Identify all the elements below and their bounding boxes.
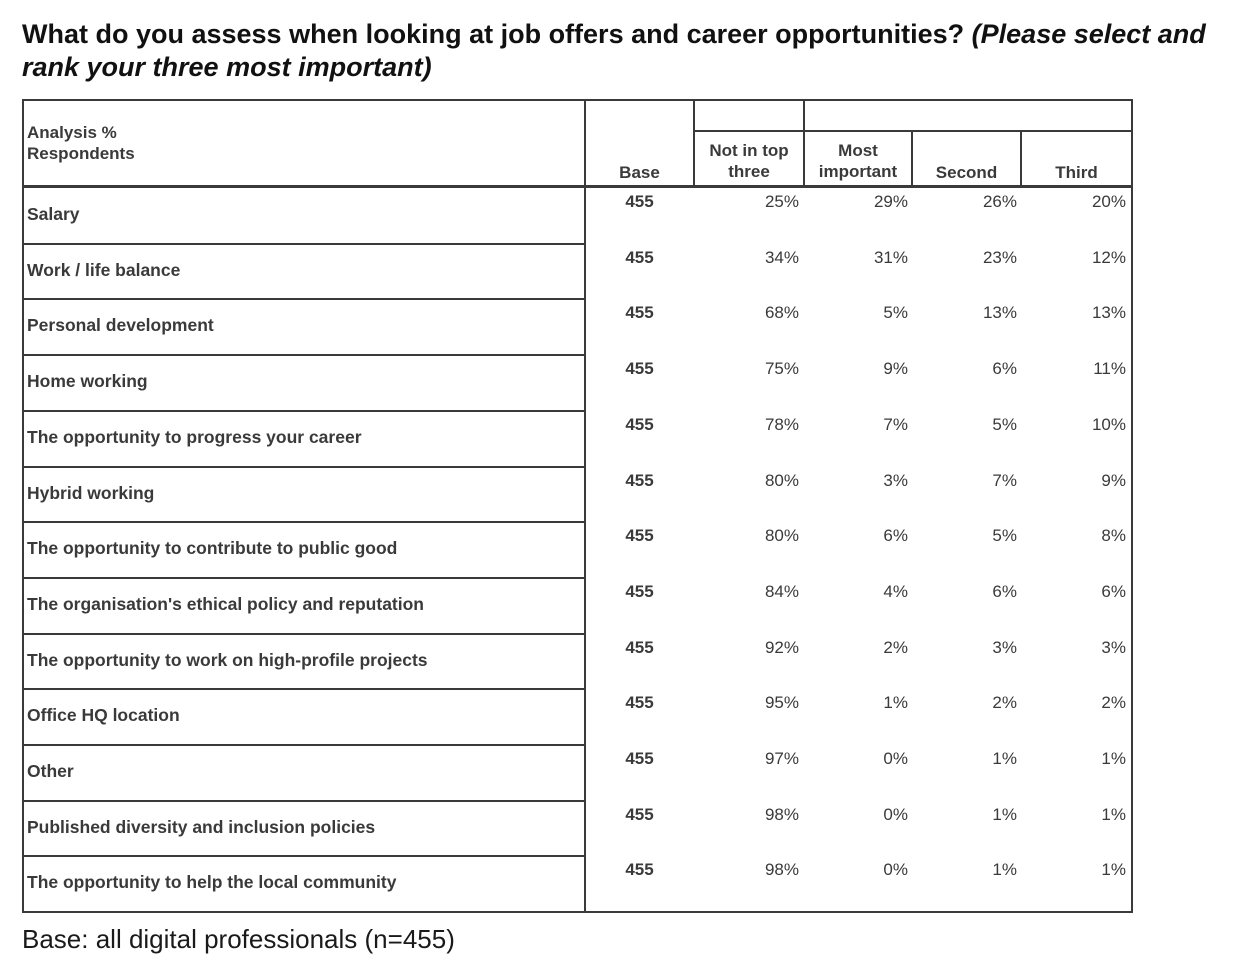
row-divider [22, 298, 586, 300]
column-header-base: Base [619, 163, 660, 182]
cell-base: 455 [625, 749, 654, 768]
column-header-line: Not in top [709, 141, 789, 160]
cell-third: 1% [1101, 804, 1126, 824]
row-label: The opportunity to progress your career [27, 426, 362, 447]
cell-most-important: 31% [873, 247, 908, 267]
column-header-line: important [818, 162, 898, 181]
cell-second: 3% [992, 637, 1017, 657]
row-label: Hybrid working [27, 482, 155, 503]
column-header-line: three [728, 162, 770, 181]
cell-base: 455 [625, 192, 654, 211]
row-label: The opportunity to help the local community [27, 872, 397, 893]
cell-base: 455 [625, 470, 654, 490]
row-divider [22, 800, 586, 802]
cell-not-in-top-three: 95% [764, 693, 799, 713]
cell-base: 455 [625, 693, 654, 713]
cell-most-important: 0% [883, 749, 908, 768]
column-header-third: Third [1055, 163, 1098, 182]
cell-most-important: 5% [883, 303, 908, 323]
cell-not-in-top-three: 78% [764, 414, 799, 434]
cell-second: 7% [992, 470, 1017, 490]
cell-third: 9% [1101, 470, 1126, 490]
cell-second: 1% [992, 749, 1017, 768]
cell-third: 20% [1091, 192, 1126, 211]
row-label: Salary [27, 204, 80, 224]
row-divider [22, 855, 586, 857]
cell-second: 6% [992, 581, 1017, 601]
cell-base: 455 [625, 526, 654, 546]
cell-third: 3% [1101, 637, 1126, 657]
cell-most-important: 0% [883, 804, 908, 824]
row-divider [22, 577, 586, 579]
cell-base: 455 [625, 303, 654, 323]
title-instruction: (Please select and rank your three most important) [22, 19, 1206, 82]
cell-most-important: 0% [883, 860, 908, 880]
cell-third: 2% [1101, 693, 1126, 713]
cell-second: 1% [992, 860, 1017, 880]
cell-most-important: 7% [883, 414, 908, 434]
cell-third: 10% [1091, 414, 1126, 434]
row-divider [22, 466, 586, 468]
cell-most-important: 4% [883, 581, 908, 601]
row-divider [22, 688, 586, 690]
cell-base: 455 [625, 637, 654, 657]
row-label: The opportunity to work on high-profile projects [27, 649, 428, 670]
cell-third: 11% [1093, 359, 1126, 379]
cell-second: 5% [992, 414, 1017, 434]
column-header-most-important [805, 140, 911, 182]
base-footnote: Base: all digital professionals (n=455) [22, 924, 455, 954]
cell-not-in-top-three: 80% [764, 470, 799, 490]
page-title [22, 18, 1242, 84]
cell-base: 455 [625, 860, 654, 880]
header-divider [584, 99, 586, 911]
cell-second: 23% [982, 247, 1017, 267]
cell-most-important: 6% [883, 526, 908, 546]
cell-base: 455 [625, 414, 654, 434]
cell-not-in-top-three: 25% [764, 192, 799, 211]
cell-third: 6% [1101, 581, 1126, 601]
cell-third: 1% [1101, 860, 1126, 880]
cell-most-important: 9% [883, 359, 908, 379]
row-divider [22, 354, 586, 356]
cell-second: 5% [992, 526, 1017, 546]
cell-base: 455 [625, 804, 654, 824]
title-question: What do you assess when looking at job offers and career opportunities? [22, 19, 965, 49]
row-divider [22, 744, 586, 746]
row-divider [22, 410, 586, 412]
column-header-not-top-three [695, 140, 803, 182]
row-label: Personal development [27, 315, 214, 336]
row-label: The opportunity to contribute to public good [27, 538, 398, 559]
cell-not-in-top-three: 80% [764, 526, 799, 546]
cell-most-important: 1% [883, 693, 908, 713]
row-label: The organisation's ethical policy and reputation [27, 593, 424, 614]
cell-second: 2% [992, 693, 1017, 713]
row-label: Other [27, 761, 74, 781]
cell-not-in-top-three: 92% [764, 637, 799, 657]
cell-third: 13% [1091, 303, 1126, 323]
header-divider [22, 185, 1131, 188]
cell-third: 8% [1101, 526, 1126, 546]
cell-base: 455 [625, 247, 654, 267]
cell-second: 26% [982, 192, 1017, 211]
row-divider [22, 633, 586, 635]
cell-most-important: 3% [883, 470, 908, 490]
cell-second: 1% [992, 804, 1017, 824]
cell-second: 6% [992, 359, 1017, 379]
cell-base: 455 [625, 359, 654, 379]
table-frame [22, 99, 1133, 913]
cell-second: 13% [982, 303, 1017, 323]
stub-header-line1: Analysis % [27, 123, 117, 142]
cell-not-in-top-three: 98% [764, 860, 799, 880]
column-header-line: Most [838, 141, 878, 160]
row-divider [22, 243, 586, 245]
cell-most-important: 29% [873, 192, 908, 211]
row-label: Work / life balance [27, 259, 181, 280]
cell-not-in-top-three: 98% [764, 804, 799, 824]
cell-not-in-top-three: 84% [764, 581, 799, 601]
stub-header-line2: Respondents [27, 144, 135, 163]
row-divider [22, 521, 586, 523]
cell-third: 12% [1091, 247, 1126, 267]
stub-header [27, 122, 135, 164]
cell-not-in-top-three: 97% [764, 749, 799, 768]
row-label: Home working [27, 371, 148, 392]
header-divider [693, 130, 1131, 132]
cell-base: 455 [625, 581, 654, 601]
row-label: Published diversity and inclusion policies [27, 816, 376, 837]
cell-not-in-top-three: 34% [764, 247, 799, 267]
cell-not-in-top-three: 68% [764, 303, 799, 323]
row-label: Office HQ location [27, 705, 180, 726]
results-table [22, 99, 1133, 913]
cell-most-important: 2% [883, 637, 908, 657]
cell-third: 1% [1101, 749, 1126, 768]
column-header-second: Second [935, 163, 998, 182]
cell-not-in-top-three: 75% [764, 359, 799, 379]
